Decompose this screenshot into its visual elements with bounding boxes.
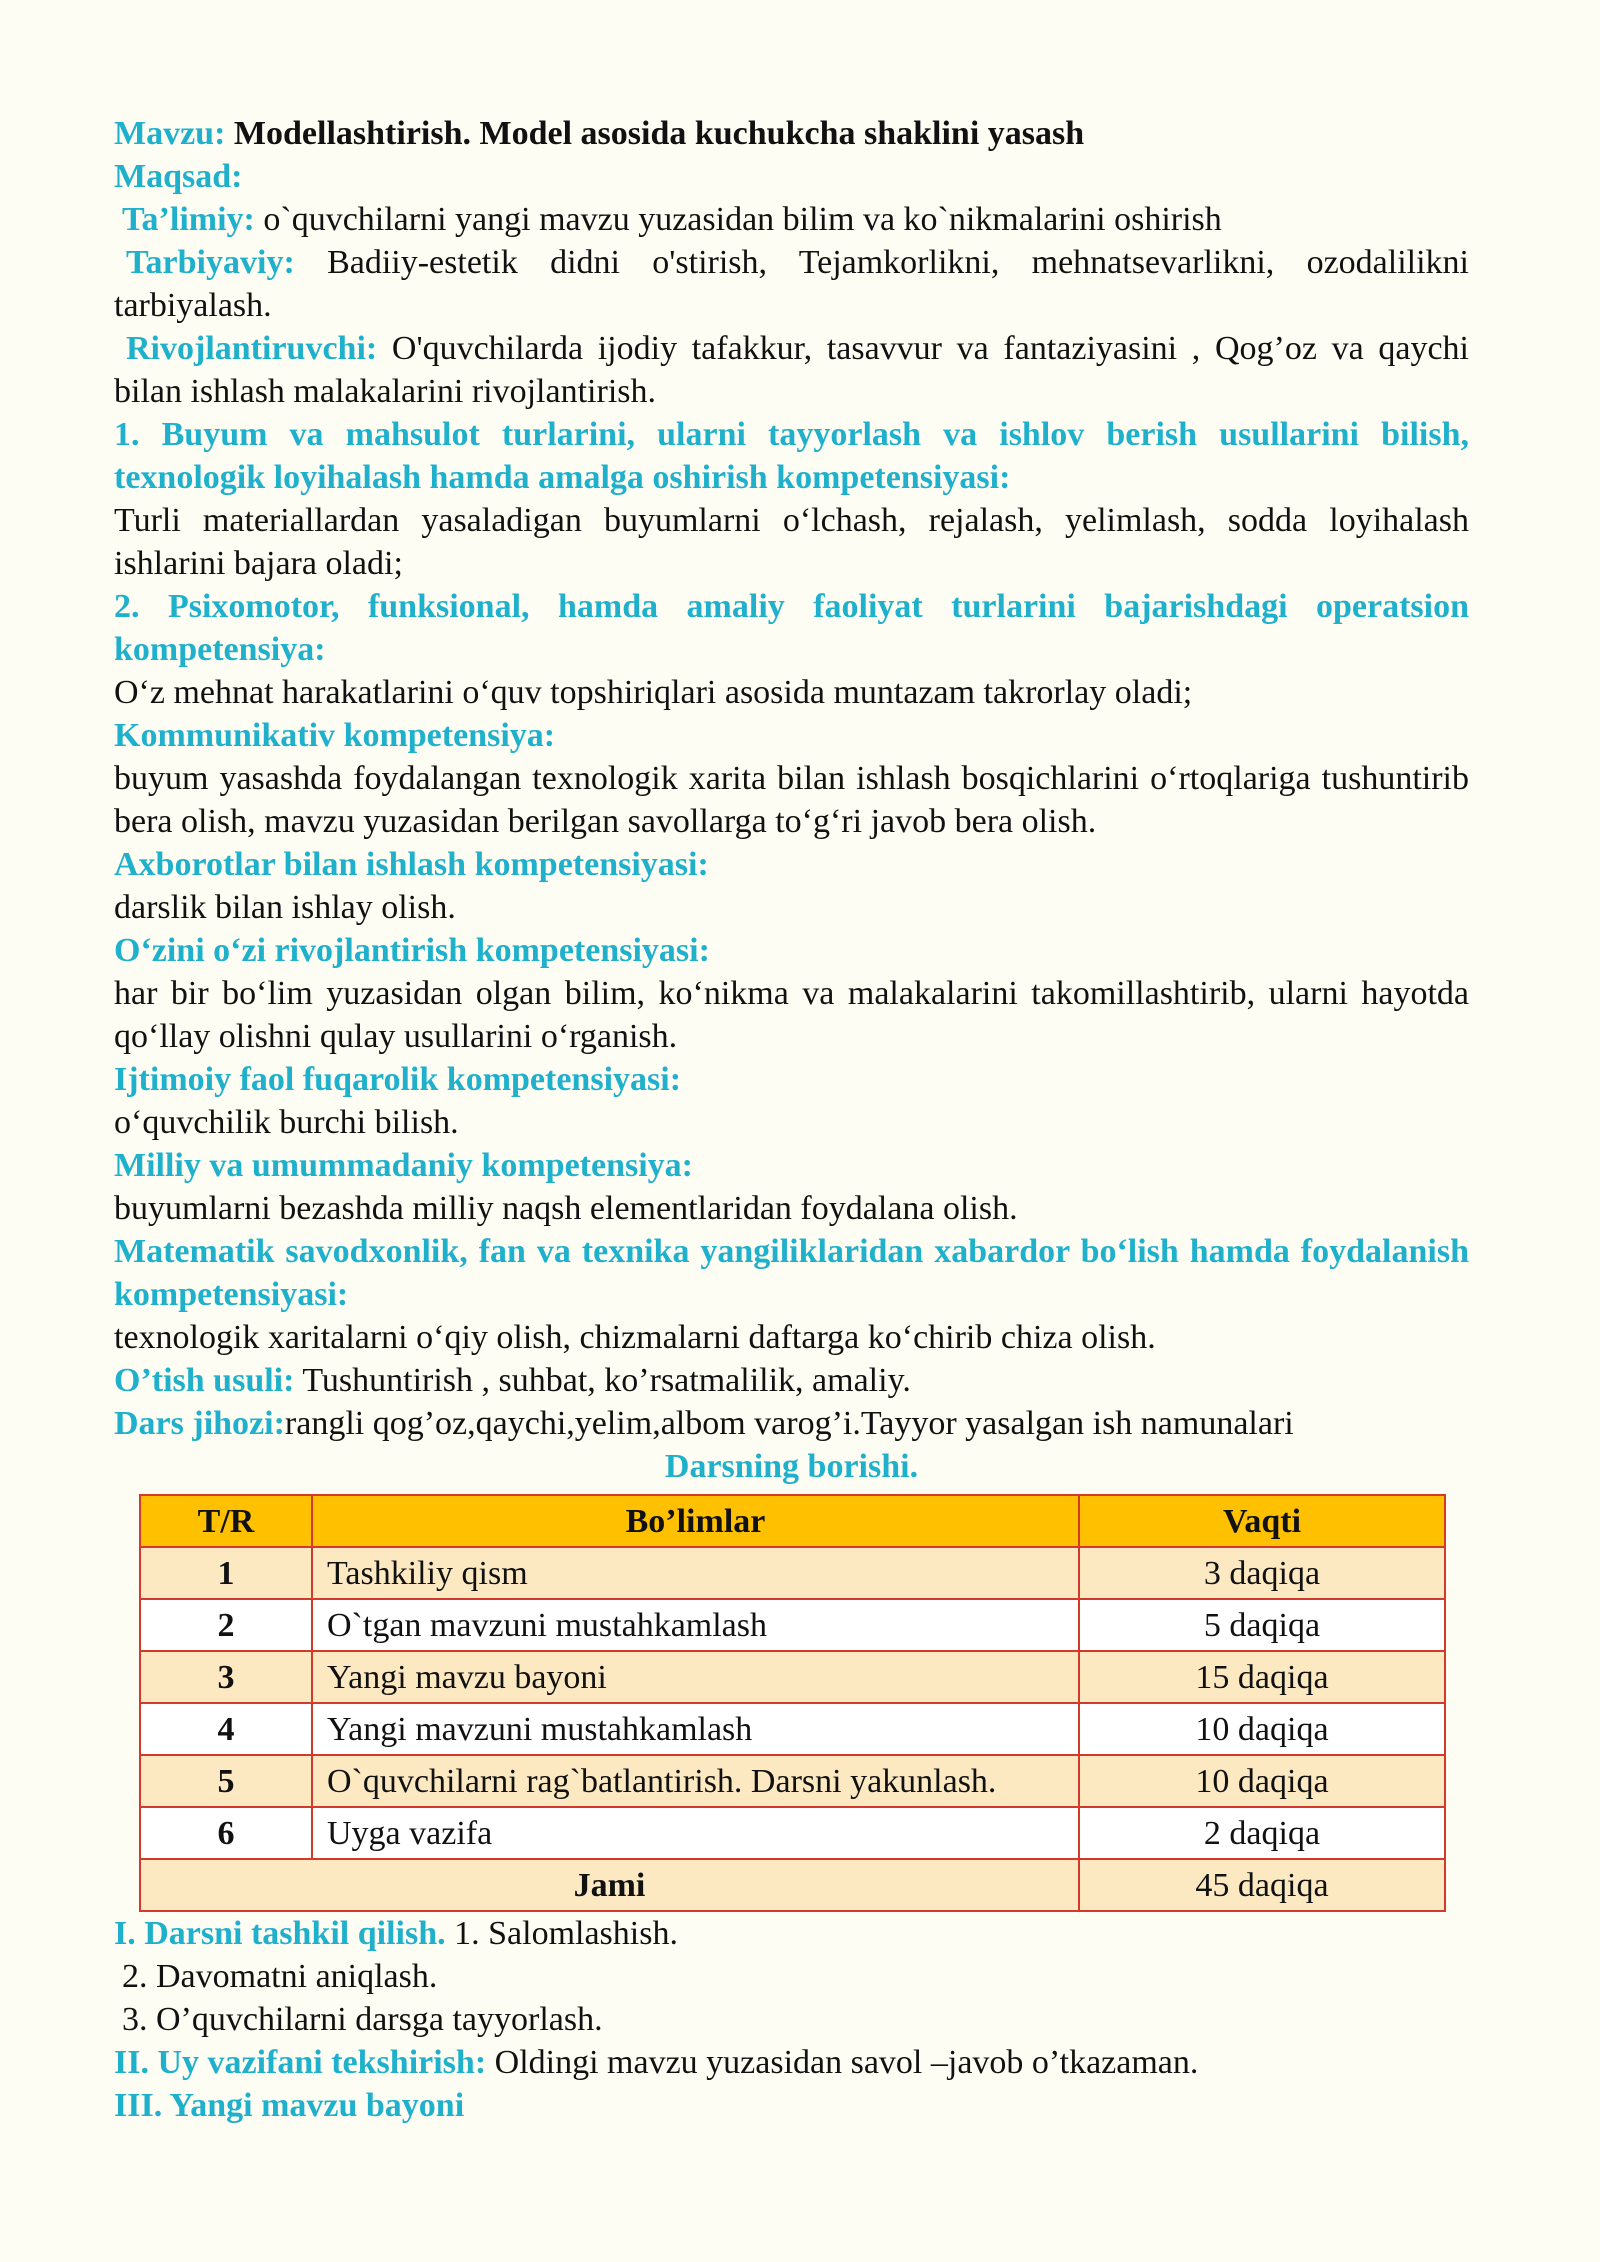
competency-text: buyum yasashda foydalangan texnologik xarita bilan ishlash bosqichlarini o‘rtoqlariga tushuntirib bera olish, mavzu yuzasidan berilgan savollarga to‘g‘ri javob bera olish. (114, 760, 1469, 840)
row-section: Tashkiliy qism (312, 1547, 1079, 1599)
competency-heading: 2. Psixomotor, funksional, hamda amaliy faoliyat turlarini bajarishdagi operatsion kompetensiya: (114, 588, 1469, 668)
stage1-item: 2. Davomatni aniqlash. (122, 1958, 438, 1995)
total-time: 45 daqiqa (1079, 1859, 1445, 1911)
table-header-row (140, 1495, 1445, 1547)
competency-heading: Kommunikativ kompetensiya: (114, 717, 556, 754)
educational-line (114, 198, 1469, 241)
table-row (140, 1599, 1445, 1651)
topic-label: Mavzu: (114, 115, 226, 152)
row-number: 6 (140, 1807, 312, 1859)
competency-heading: Ijtimoiy faol fuqarolik kompetensiyasi: (114, 1061, 682, 1098)
table-row (140, 1807, 1445, 1859)
lesson-plan-page (114, 112, 1469, 2127)
competency-text: darslik bilan ishlay olish. (114, 889, 456, 926)
row-number: 2 (140, 1599, 312, 1651)
equipment-text: rangli qog’oz,qaychi,yelim,albom varog’i.Tayyor yasalgan ish namunalari (284, 1405, 1294, 1442)
total-label: Jami (140, 1859, 1079, 1911)
competency-heading: O‘zini o‘zi rivojlantirish kompetensiyasi: (114, 932, 710, 969)
row-time: 3 daqiqa (1079, 1547, 1445, 1599)
table-row (140, 1651, 1445, 1703)
upbringing-label: Tarbiyaviy: (126, 244, 295, 281)
row-number: 1 (140, 1547, 312, 1599)
goal-label: Maqsad: (114, 158, 243, 195)
competency-text: har bir bo‘lim yuzasidan olgan bilim, ko‘nikma va malakalarini takomillashtirib, ularni hayotda qo‘llay olishni qulay usullarini o‘rganish. (114, 975, 1469, 1055)
developing-label: Rivojlantiruvchi: (126, 330, 378, 367)
competency-text: O‘z mehnat harakatlarini o‘quv topshiriqlari asosida muntazam takrorlay oladi; (114, 674, 1193, 711)
upbringing-line (114, 241, 1469, 327)
table-row (140, 1755, 1445, 1807)
method-text: Tushuntirish , suhbat, ko’rsatmalilik, amaliy. (302, 1362, 911, 1399)
stage1-item: 3. O’quvchilarni darsga tayyorlash. (122, 2001, 603, 2038)
competency-text: Turli materiallardan yasaladigan buyumlarni o‘lchash, rejalash, yelimlash, sodda loyihalash ishlarini bajara oladi; (114, 502, 1469, 582)
row-time: 2 daqiqa (1079, 1807, 1445, 1859)
equipment-line (114, 1402, 1469, 1445)
stage3-label: III. Yangi mavzu bayoni (114, 2087, 465, 2124)
header-number: T/R (140, 1495, 312, 1547)
competency-heading: Axborotlar bilan ishlash kompetensiyasi: (114, 846, 709, 883)
row-section: Yangi mavzuni mustahkamlash (312, 1703, 1079, 1755)
header-sections: Bo’limlar (312, 1495, 1079, 1547)
competency-list (114, 413, 1469, 1359)
stage1-label: I. Darsni tashkil qilish. (114, 1915, 446, 1952)
developing-text: O'quvchilarda ijodiy tafakkur, tasavvur va fantaziyasini , Qog’oz va qaychi bilan ishlash malakalarini rivojlantirish. (114, 330, 1470, 410)
competency-text: texnologik xaritalarni o‘qiy olish, chizmalarni daftarga ko‘chirib chiza olish. (114, 1319, 1156, 1356)
competency-heading: 1. Buyum va mahsulot turlarini, ularni tayyorlash va ishlov berish usullarini bilish, texnologik loyihalash hamda amalga oshirish kompetensiyasi: (114, 416, 1469, 496)
row-section: O`tgan mavzuni mustahkamlash (312, 1599, 1079, 1651)
upbringing-text: Badiiy-estetik didni o'stirish, Tejamkorlikni, mehnatsevarlikni, ozodalilikni tarbiyalash. (114, 244, 1469, 324)
topic-line (114, 112, 1469, 155)
competency-heading: Milliy va umummadaniy kompetensiya: (114, 1147, 693, 1184)
row-number: 5 (140, 1755, 312, 1807)
row-section: O`quvchilarni rag`batlantirish. Darsni yakunlash. (312, 1755, 1079, 1807)
equipment-label: Dars jihozi: (114, 1405, 285, 1442)
stage1-line (114, 1912, 1469, 1955)
stage1-text: 1. Salomlashish. (454, 1915, 678, 1952)
table-row (140, 1703, 1445, 1755)
goal-line (114, 155, 1469, 198)
row-time: 5 daqiqa (1079, 1599, 1445, 1651)
row-number: 3 (140, 1651, 312, 1703)
method-line (114, 1359, 1469, 1402)
row-time: 10 daqiqa (1079, 1755, 1445, 1807)
stage2-line (114, 2041, 1469, 2084)
developing-line (114, 327, 1469, 413)
table-total-row (140, 1859, 1445, 1911)
header-time: Vaqti (1079, 1495, 1445, 1547)
stage2-label: II. Uy vazifani tekshirish: (114, 2044, 487, 2081)
row-time: 15 daqiqa (1079, 1651, 1445, 1703)
competency-text: o‘quvchilik burchi bilish. (114, 1104, 459, 1141)
row-number: 4 (140, 1703, 312, 1755)
row-section: Uyga vazifa (312, 1807, 1079, 1859)
stage2-text: Oldingi mavzu yuzasidan savol –javob o’tkazaman. (494, 2044, 1199, 2081)
row-time: 10 daqiqa (1079, 1703, 1445, 1755)
table-row (140, 1547, 1445, 1599)
method-label: O’tish usuli: (114, 1362, 295, 1399)
educational-label: Ta’limiy: (122, 201, 255, 238)
competency-heading: Matematik savodxonlik, fan va texnika yangiliklaridan xabardor bo‘lish hamda foydalanish kompetensiyasi: (114, 1233, 1469, 1313)
row-section: Yangi mavzu bayoni (312, 1651, 1079, 1703)
lesson-timing-table (139, 1494, 1446, 1912)
educational-text: o`quvchilarni yangi mavzu yuzasidan bilim va ko`nikmalarini oshirish (263, 201, 1222, 238)
course-title: Darsning borishi. (664, 1448, 919, 1485)
topic-text: Modellashtirish. Model asosida kuchukcha shaklini yasash (233, 115, 1085, 152)
competency-text: buyumlarni bezashda milliy naqsh elementlaridan foydalana olish. (114, 1190, 1018, 1227)
